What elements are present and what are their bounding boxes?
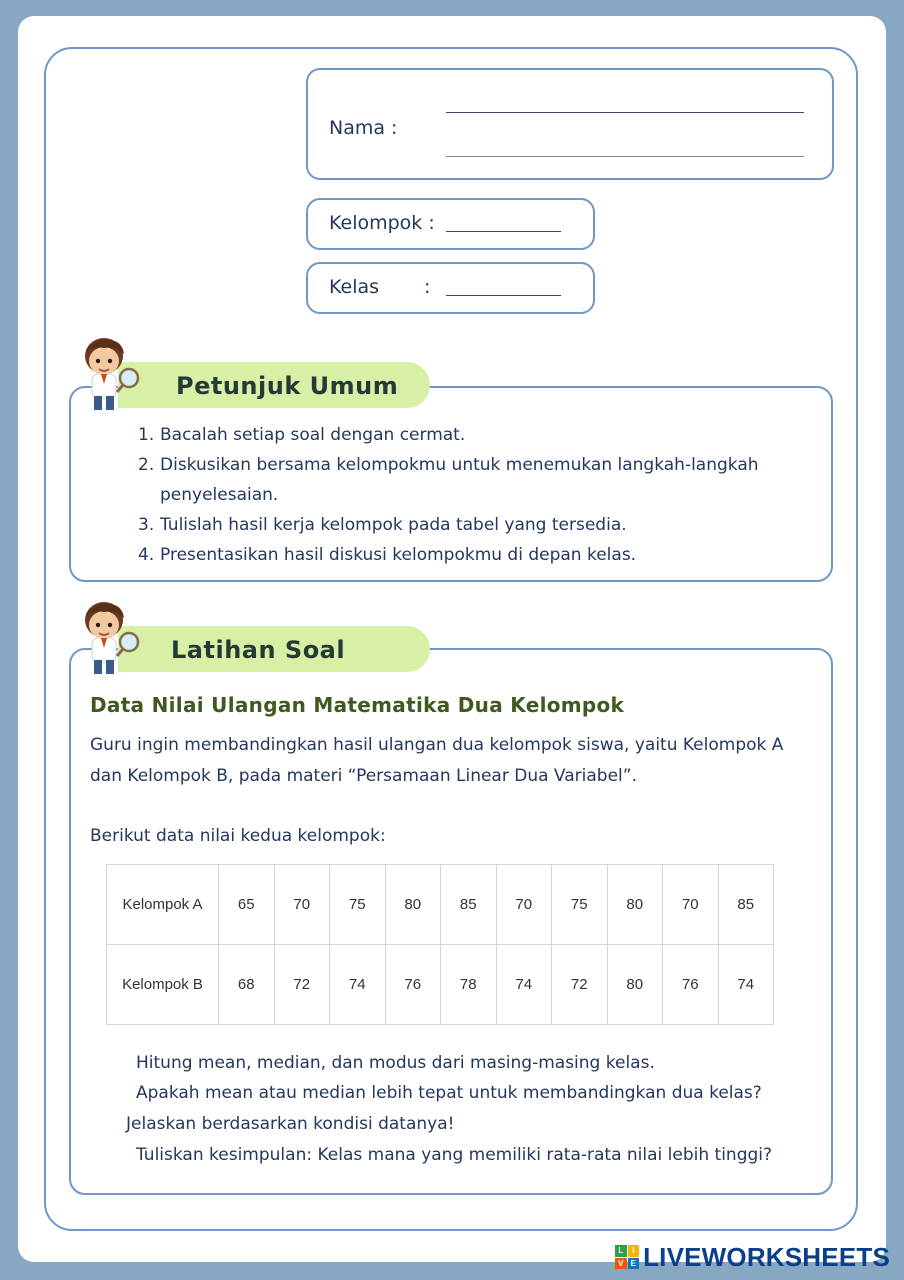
table-cell: 65 <box>219 865 275 945</box>
table-cell: 80 <box>385 865 441 945</box>
question-3: Tuliskan kesimpulan: Kelas mana yang memiliki rata-rata nilai lebih tinggi? <box>136 1145 773 1165</box>
table-cell: 80 <box>607 865 663 945</box>
table-cell: 70 <box>663 865 719 945</box>
exercise-title: Latihan Soal <box>171 636 346 664</box>
table-cell: 74 <box>496 945 552 1025</box>
table-cell: 75 <box>552 865 608 945</box>
question-2-continued: Jelaskan berdasarkan kondisi datanya! <box>126 1114 455 1134</box>
intro-line-2: dan Kelompok B, pada materi “Persamaan Linear Dua Variabel”. <box>90 766 637 786</box>
table-cell: 72 <box>552 945 608 1025</box>
table-row <box>107 865 774 945</box>
table-cell: 76 <box>385 945 441 1025</box>
row-header-a: Kelompok A <box>107 865 219 945</box>
question-2: Apakah mean atau median lebih tepat untuk membandingkan dua kelas? <box>136 1083 762 1103</box>
logo-letter: L <box>615 1245 627 1257</box>
list-item: 4. Presentasikan hasil diskusi kelompokmu di depan kelas. <box>138 545 637 565</box>
table-cell: 74 <box>330 945 386 1025</box>
table-cell: 70 <box>274 865 330 945</box>
name-input-line-2[interactable] <box>446 156 804 157</box>
name-label: Nama : <box>329 117 398 139</box>
student-mascot-icon <box>74 598 144 678</box>
table-row <box>107 945 774 1025</box>
table-cell: 78 <box>441 945 497 1025</box>
table-cell: 70 <box>496 865 552 945</box>
liveworksheets-logo[interactable] <box>615 1242 890 1272</box>
logo-letter: I <box>628 1245 640 1257</box>
exercise-subtitle: Data Nilai Ulangan Matematika Dua Kelompok <box>90 693 625 717</box>
instructions-list <box>138 420 759 570</box>
table-cell: 75 <box>330 865 386 945</box>
table-cell: 80 <box>607 945 663 1025</box>
list-item: 2. Diskusikan bersama kelompokmu untuk menemukan langkah-langkah penyelesaian. <box>138 455 759 505</box>
class-colon: : <box>424 276 431 298</box>
name-input-line-1[interactable] <box>446 112 804 113</box>
student-mascot-icon <box>74 334 144 414</box>
table-cell: 85 <box>441 865 497 945</box>
table-cell: 72 <box>274 945 330 1025</box>
question-1: Hitung mean, median, dan modus dari masing-masing kelas. <box>136 1053 655 1073</box>
list-item: 1. Bacalah setiap soal dengan cermat. <box>138 425 466 445</box>
liveworksheets-icon <box>615 1245 639 1269</box>
brand-name: LIVEWORKSHEETS <box>643 1241 890 1272</box>
class-input-line[interactable] <box>446 295 561 296</box>
table-cell: 74 <box>718 945 774 1025</box>
group-label: Kelompok : <box>329 212 435 234</box>
data-intro: Berikut data nilai kedua kelompok: <box>90 826 386 846</box>
table-cell: 76 <box>663 945 719 1025</box>
table-cell: 85 <box>718 865 774 945</box>
group-input-line[interactable] <box>446 231 561 232</box>
logo-letter: V <box>615 1258 627 1270</box>
instructions-title: Petunjuk Umum <box>176 372 399 400</box>
score-table <box>106 864 774 1025</box>
intro-line-1: Guru ingin membandingkan hasil ulangan dua kelompok siswa, yaitu Kelompok A <box>90 735 784 755</box>
row-header-b: Kelompok B <box>107 945 219 1025</box>
logo-letter: E <box>628 1258 640 1270</box>
table-cell: 68 <box>219 945 275 1025</box>
class-label: Kelas <box>329 276 380 298</box>
list-item: 3. Tulislah hasil kerja kelompok pada tabel yang tersedia. <box>138 515 627 535</box>
